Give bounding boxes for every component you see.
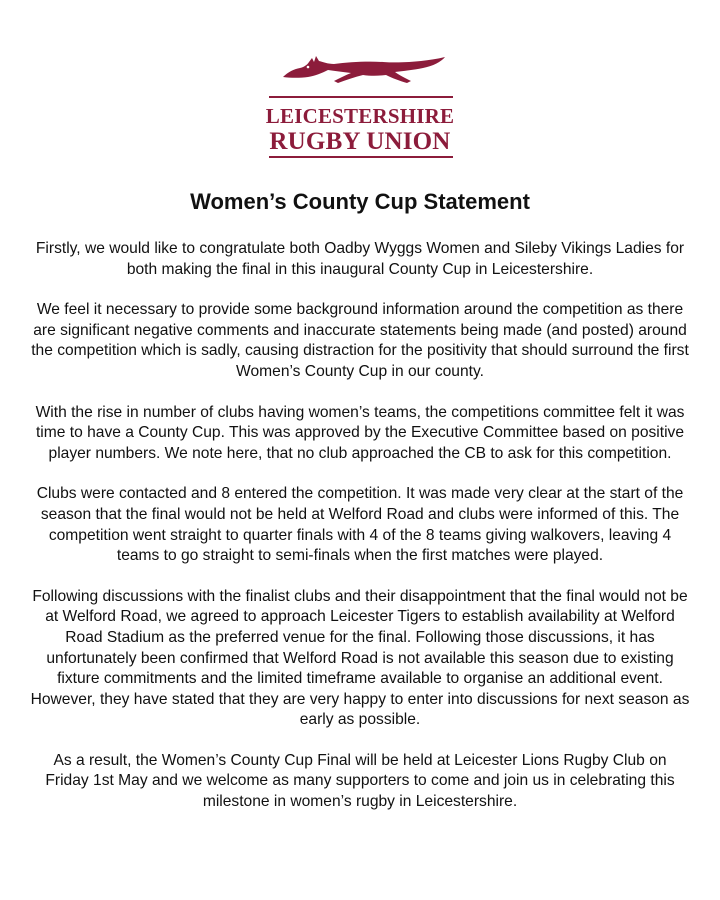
paragraph-congratulations: Firstly, we would like to congratulate both Oadby Wyggs Women and Sileby Vikings Ladies for both making the final in this inaugural County Cup in Leicestershire. [35,240,685,278]
paragraph-final-venue: As a result, the Women’s County Cup Final will be held at Leicester Lions Rugby Club on Friday 1st May and we welcome as many supporters to come and join us in celebrating this milestone in women’s rugby in Leicestershire. [45,751,675,811]
paragraph-welford-road: Following discussions with the finalist clubs and their disappointment that the final would not be at Welford Road, we agreed to approach Leicester Tigers to establish availability at Welford Road Stadium as the preferred venue for the final. Following those discussions, it has unfortunately been confirmed that Welford Road is not available this season due to existing fixture commitments and the limited timeframe available to organise an additional event. However, they have stated that they are very happy to enter into discussions for next season as early as possible. [30,587,690,729]
logo-wordmark-line1: LEICESTERSHIRE [265,104,455,128]
paragraph-committee: With the rise in number of clubs having women’s teams, the competitions committee felt it was time to have a County Cup. This was approved by the Executive Committee based on positive player numbers. We note here, that no club approached the CB to ask for this competition. [35,403,685,462]
running-fox-icon [279,50,447,86]
statement-body [30,239,690,833]
logo-top-rule [269,96,453,98]
logo [263,50,457,165]
statement-title: Women’s County Cup Statement [190,189,530,214]
paragraph-entries: Clubs were contacted and 8 entered the competition. It was made very clear at the start of the season that the final would not be held at Welford Road and clubs were informed of this. The competition went straight to quarter finals with 4 of the 8 teams giving walkovers, leaving 4 teams to go straight to semi-finals when the first matches were played. [36,485,684,565]
logo-bottom-rule [269,156,453,158]
logo-wordmark-line2: RUGBY UNION [269,128,451,155]
paragraph-background: We feel it necessary to provide some background information around the competition as there are significant negative comments and inaccurate statements being made (and posted) around the competition which is sadly, causing distraction for the positivity that should surround the first Women’s County Cup in our county. [31,301,689,380]
